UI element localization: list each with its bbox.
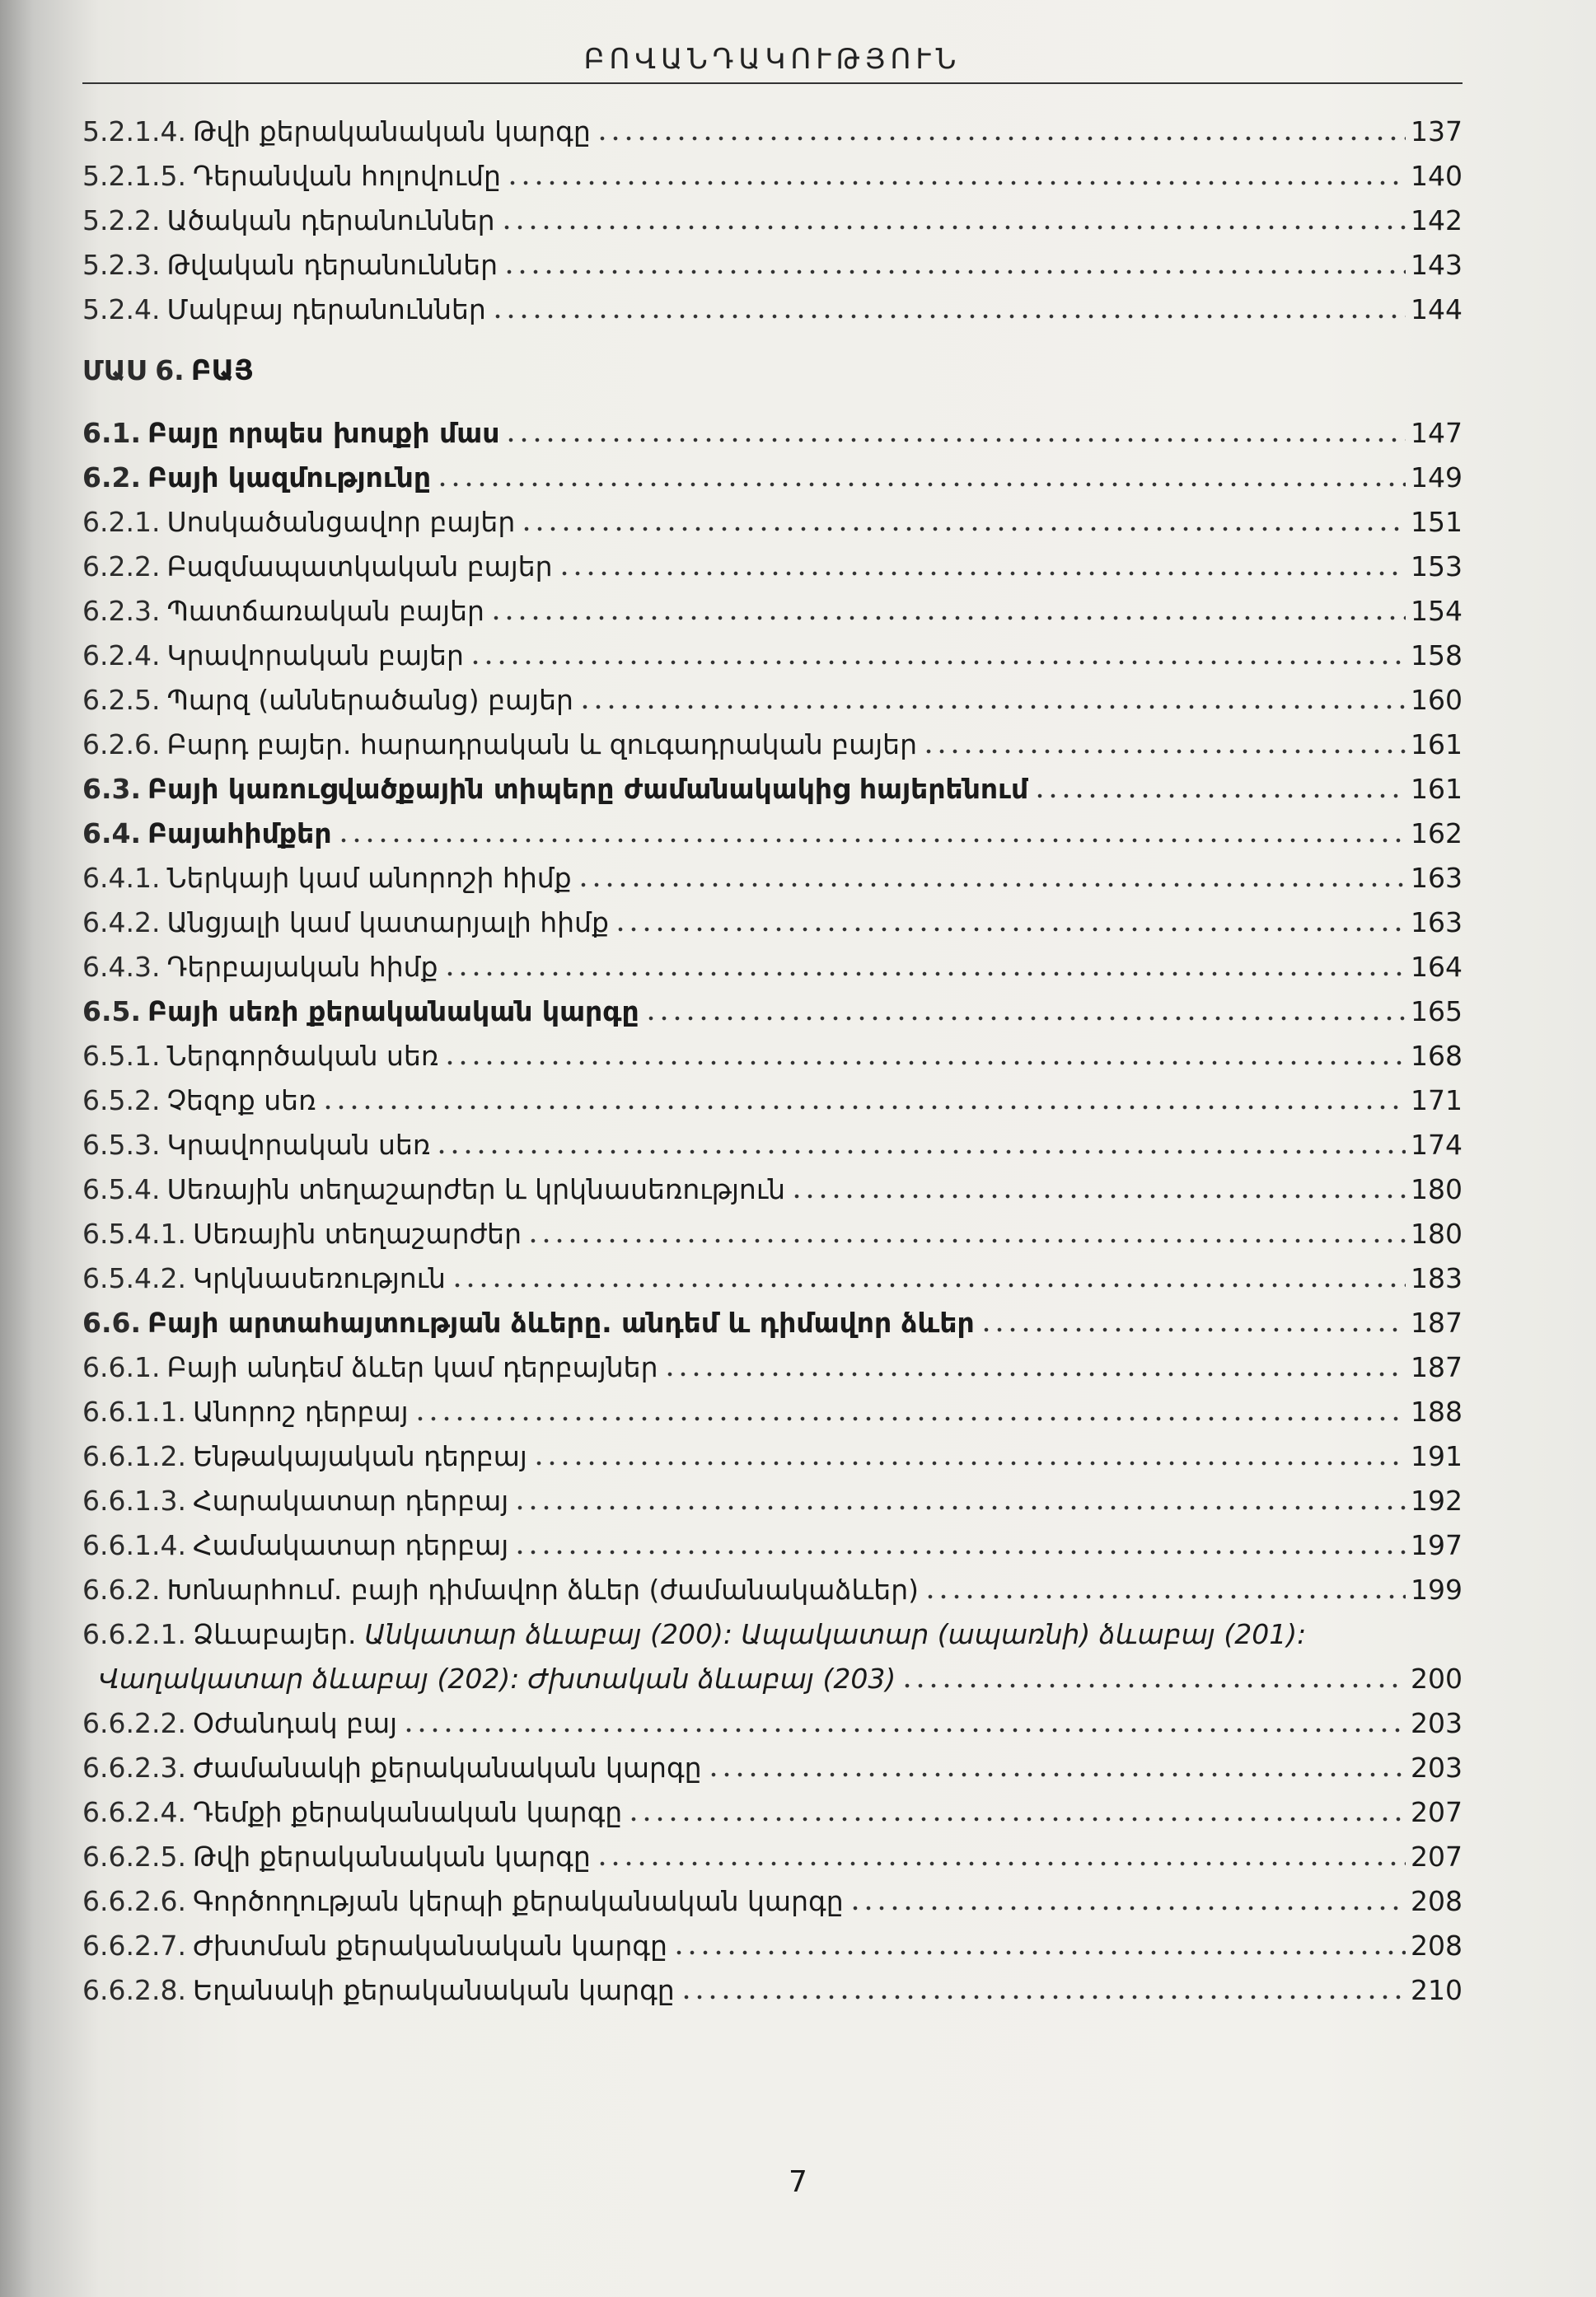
dot-leader [596,1860,1406,1867]
toc-entry-title: Բայի սեռի քերականական կարգը [147,995,639,1027]
toc-entry-title: Բայահիմքեր [147,817,332,849]
toc-entry [82,150,1463,193]
toc-entry-page: 191 [1411,1440,1463,1472]
dot-leader [520,526,1406,532]
toc-entry-title: Բայի կառուցվածքային տիպերը ժամանակակից հայերենում [147,773,1029,805]
toc-entry [82,985,1463,1028]
toc-entry [82,1519,1463,1562]
toc-entry-title: Խոնարհում. բայի դիմավոր ձևեր (ժամանակաձևեր) [166,1574,919,1606]
toc-entry-title: Բայի անդեմ ձևեր կամ դերբայներ [166,1351,658,1383]
toc-entry-title: Չեզոք սեռ [166,1084,316,1116]
toc-entry-page: 187 [1411,1307,1463,1339]
dot-leader [672,1949,1406,1956]
toc-entry-page: 187 [1411,1351,1463,1383]
dot-leader [901,1682,1406,1689]
toc-entry-title: Դեմքի քերականական կարգը [192,1796,623,1828]
dot-leader [680,1994,1406,2000]
toc-entry-title-italic: Անկատար ձևաբայ (200): Ապակատար (ապառնի) ձևաբայ (201): [364,1618,1307,1650]
dot-leader [414,1415,1406,1422]
toc-entry-page: 142 [1411,204,1463,236]
toc-entry-page: 143 [1411,249,1463,281]
toc-entry-title: Դերբայական հիմք [166,951,438,983]
toc-entry-page: 203 [1411,1707,1463,1739]
toc-entry [82,585,1463,628]
dot-leader [527,1237,1406,1244]
toc-entry-title: Թվի քերականական կարգը [192,115,591,147]
toc-entry [82,1831,1463,1874]
toc-entry [82,896,1463,939]
toc-entry-number: 6.5.4.1. [82,1218,186,1250]
toc-entry-page: 180 [1411,1218,1463,1250]
dot-leader [707,1771,1406,1778]
dot-leader [321,1104,1406,1111]
toc-entry-title: Համակատար դերբայ [192,1529,509,1561]
toc-entry-number: 6.6.1.4. [82,1529,186,1561]
dot-leader [849,1905,1406,1911]
toc-entry-number: 6.6.2.2. [82,1707,186,1739]
page-header: ԲՈՎԱՆԴԱԿՈՒԹՅՈՒՆ [583,43,962,76]
toc-entry [82,105,1463,148]
toc-entry-number: 6.4.3. [82,951,161,983]
toc-entry [82,540,1463,583]
toc-entry-page: 200 [1411,1663,1463,1695]
toc-entry-number: 6.2.3. [82,595,161,627]
toc-entry-number: ՄԱՍ 6. [82,354,185,386]
header-rule [82,82,1463,84]
toc-entry-title: Թվական դերանուններ [166,249,498,281]
toc-entry [82,1297,1463,1340]
toc-entry [82,344,1463,387]
toc-entry-number: 6.5.2. [82,1084,161,1116]
toc-entry-number: 6.6.2.7. [82,1930,186,1962]
toc-entry [82,1786,1463,1829]
toc-entry-page: 149 [1411,461,1463,494]
toc-entry-title: Ներգործական սեռ [166,1040,439,1072]
toc-entry-page: 137 [1411,115,1463,147]
dot-leader [500,224,1406,231]
dot-leader [402,1727,1406,1733]
toc-entry-number: 6.2.1. [82,506,161,538]
toc-entry [82,1920,1463,1963]
dot-leader [644,1015,1406,1022]
toc-entry-title: Եղանակի քերականական կարգը [192,1974,675,2006]
dot-leader [663,1371,1406,1378]
toc-entry-title: Ժամանակի քերականական կարգը [192,1752,702,1784]
dot-leader [596,135,1406,142]
dot-leader [451,1282,1406,1289]
toc-entry-number: 6.5.4.2. [82,1262,186,1294]
toc-entry [82,1208,1463,1251]
toc-entry-title: Ներկայի կամ անորոշի հիմք [166,862,572,894]
toc-entry-title: Օժանդակ բայ [192,1707,398,1739]
toc-entry [82,1564,1463,1607]
dot-leader [489,615,1406,621]
dot-leader [443,1060,1406,1066]
toc-entry [82,407,1463,450]
toc-entry-page: 199 [1411,1574,1463,1606]
dot-leader [469,659,1406,666]
toc-entry [82,1074,1463,1117]
toc-entry [82,1475,1463,1518]
toc-entry-title: Ածական դերանուններ [166,204,495,236]
toc-entry-title: Ձևաբայեր. [192,1618,357,1650]
dot-leader [790,1193,1406,1200]
toc-entry-page: 208 [1411,1930,1463,1962]
toc-entry-page: 161 [1411,773,1463,805]
toc-entry-page: 154 [1411,595,1463,627]
toc-entry-page: 147 [1411,417,1463,449]
toc-entry-page: 192 [1411,1485,1463,1517]
toc-entry-page: 168 [1411,1040,1463,1072]
toc-entry [82,674,1463,717]
toc-entry [82,239,1463,282]
toc-entry [82,1697,1463,1740]
page-number: 7 [789,2165,807,2199]
toc-entry-number: 6.6.2.5. [82,1841,186,1873]
toc-entry-title: Կրկնասեռություն [192,1262,446,1294]
toc-entry-page: 174 [1411,1129,1463,1161]
toc-entry-title: Բայի արտահայտության ձևերը. անդեմ և դիմավոր ձևեր [147,1307,975,1339]
toc-entry-page: 171 [1411,1084,1463,1116]
toc-entry-number: 6.6.2. [82,1574,161,1606]
toc-entry-page: 144 [1411,293,1463,325]
toc-entry [82,763,1463,806]
dot-leader [578,704,1406,710]
toc-entry-page: 151 [1411,506,1463,538]
toc-entry-page: 160 [1411,684,1463,716]
toc-entry-title: Բազմապատկական բայեր [166,550,553,582]
toc-entry-number: 6.6.2.3. [82,1752,186,1784]
toc-entry-number: 6.2. [82,461,141,494]
toc-entry-page: 158 [1411,639,1463,671]
toc-entry-page: 163 [1411,862,1463,894]
dot-leader [443,971,1406,977]
dot-leader [980,1326,1406,1333]
toc-entry-page: 210 [1411,1974,1463,2006]
toc-entry [82,451,1463,494]
toc-entry-title: Պատճառական բայեր [166,595,484,627]
toc-entry-title: Բայի կազմությունը [147,461,432,494]
toc-entry-number: 6.5.3. [82,1129,161,1161]
dot-leader [491,313,1406,320]
dot-leader [337,837,1406,844]
dot-leader [513,1504,1406,1511]
toc-entry-page: 164 [1411,951,1463,983]
toc-entry-number: 6.5.1. [82,1040,161,1072]
toc-entry-number: 6.6.1.2. [82,1440,186,1472]
toc-entry [82,496,1463,539]
toc-entry-title: Գործողության կերպի քերականական կարգը [192,1885,844,1917]
toc-entry [82,1964,1463,2007]
toc-entry-number: 5.2.1.4. [82,115,186,147]
toc-entry-number: 6.6.1.3. [82,1485,186,1517]
toc-entry-page: 165 [1411,995,1463,1027]
toc-entry-number: 6.2.2. [82,550,161,582]
toc-entry [82,718,1463,761]
dot-leader [513,1549,1406,1556]
toc-entry-title: Ենթակայական դերբայ [192,1440,527,1472]
toc-entry-title: Մակբայ դերանուններ [166,293,486,325]
toc-entry-title: Անցյալի կամ կատարյալի հիմք [166,906,609,938]
toc-entry [82,194,1463,237]
toc-entry-number: 6.4.1. [82,862,161,894]
toc-entry [82,1742,1463,1785]
dot-leader [614,926,1406,933]
toc-entry [82,1430,1463,1473]
dot-leader [924,1593,1406,1600]
toc-entry-title: Բարդ բայեր. հարադրական և զուգադրական բայեր [166,728,917,760]
dot-leader [558,570,1406,577]
toc-entry-page: 208 [1411,1885,1463,1917]
toc-entry-number: 6.2.5. [82,684,161,716]
toc-entry [82,1252,1463,1295]
toc-entry-title: Թվի քերականական կարգը [192,1841,591,1873]
toc-entry-number: 6.5.4. [82,1173,161,1205]
toc-entry-number: 5.2.4. [82,293,161,325]
toc-entry-title: Հարակատար դերբայ [192,1485,509,1517]
toc-entry-title: Դերանվան հոլովումը [192,160,501,192]
dot-leader [506,180,1406,186]
toc-entry-number: 6.1. [82,417,141,449]
toc-entry [82,1030,1463,1073]
toc-entry-title: Կրավորական սեռ [166,1129,431,1161]
toc-entry-number: 5.2.1.5. [82,160,186,192]
toc-entry [82,1163,1463,1206]
toc-entry [82,1875,1463,1918]
dot-leader [436,481,1406,488]
toc-entry-title: Անորոշ դերբայ [192,1396,409,1428]
toc-entry-page: 162 [1411,817,1463,849]
dot-leader [577,882,1406,888]
toc-entry-page: 163 [1411,906,1463,938]
toc-entry-page: 183 [1411,1262,1463,1294]
toc-entry-page: 188 [1411,1396,1463,1428]
toc-entry-title: Սեռային տեղաշարժեր [192,1218,522,1250]
toc-entry-title: ԲԱՅ [190,354,254,387]
toc-entry-number: 6.5. [82,995,141,1027]
dot-leader [503,269,1406,275]
dot-leader [922,748,1406,755]
dot-leader [532,1460,1406,1467]
toc-entry-page: 207 [1411,1841,1463,1873]
toc-entry-page: 197 [1411,1529,1463,1561]
toc-entry-page: 153 [1411,550,1463,582]
toc-entry [82,1608,1463,1651]
toc-entry-title: Կրավորական բայեր [166,639,464,671]
toc-entry [82,283,1463,326]
toc-entry [82,1341,1463,1384]
toc-entry-title-italic: Վաղակատար ձևաբայ (202): Ժխտական ձևաբայ (203) [99,1663,896,1695]
toc-entry-number: 6.2.4. [82,639,161,671]
toc-entry [82,1653,1463,1696]
toc-entry-title: Պարզ (աններածանց) բայեր [166,684,573,716]
toc-entry-number: 6.2.6. [82,728,161,760]
toc-entry-title: Սեռային տեղաշարժեր և կրկնասեռություն [166,1173,786,1205]
toc-entry-number: 6.3. [82,773,141,805]
toc-entry [82,629,1463,672]
toc-entry-number: 6.6.2.1. [82,1618,186,1650]
toc-entry-page: 207 [1411,1796,1463,1828]
toc-entry-page: 140 [1411,160,1463,192]
toc-entry-number: 6.6.1.1. [82,1396,186,1428]
toc-entry-number: 6.4. [82,817,141,849]
toc-entry-number: 6.6.2.8. [82,1974,186,2006]
toc-entry-title: Բայը որպես խոսքի մաս [147,417,500,449]
toc-entry [82,941,1463,984]
toc-entry [82,1119,1463,1162]
dot-leader [627,1816,1406,1822]
toc-entry-title: Ժխտման քերականական կարգը [192,1930,667,1962]
toc-entry-page: 180 [1411,1173,1463,1205]
toc-entry-number: 5.2.3. [82,249,161,281]
toc-entry-title: Սոսկածանցավոր բայեր [166,506,516,538]
toc-entry [82,852,1463,895]
toc-entry-number: 6.6. [82,1307,141,1339]
toc-entry [82,1386,1463,1429]
toc-entry-page: 161 [1411,728,1463,760]
dot-leader [1033,793,1406,799]
toc-entry-number: 5.2.2. [82,204,161,236]
toc-entry [82,807,1463,850]
toc-entry-number: 6.6.2.6. [82,1885,186,1917]
toc-entry-number: 6.6.1. [82,1351,161,1383]
dot-leader [504,437,1406,443]
toc-entry-number: 6.4.2. [82,906,161,938]
dot-leader [435,1148,1406,1155]
toc-entry-number: 6.6.2.4. [82,1796,186,1828]
toc-entry-page: 203 [1411,1752,1463,1784]
